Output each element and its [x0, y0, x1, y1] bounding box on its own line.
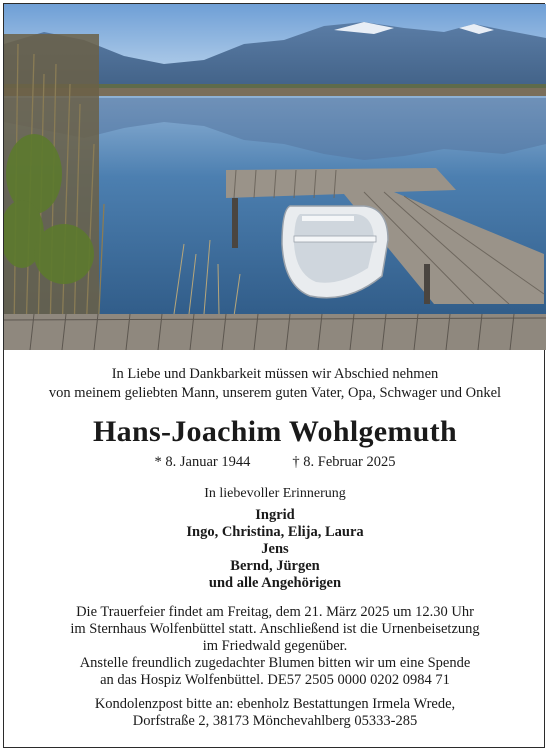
condolence-address [4, 696, 546, 730]
intro-text [4, 365, 546, 403]
service-line: im Sternhaus Wolfenbüttel statt. Anschließend ist die Urnenbeisetzung [70, 621, 480, 637]
birth-date: * 8. Januar 1944 [154, 454, 251, 470]
family-member: Ingrid [255, 507, 295, 523]
condolence-line: Dorfstraße 2, 38173 Mönchevahlberg 05333-285 [132, 713, 418, 729]
service-line: Die Trauerfeier findet am Freitag, dem 21. März 2025 um 12.30 Uhr [76, 604, 474, 620]
memory-line: In liebevoller Erinnerung [204, 486, 346, 501]
family-member: und alle Angehörigen [208, 575, 342, 591]
service-line: im Friedwald gegenüber. [202, 638, 348, 654]
lake-jetty-photo [4, 4, 546, 350]
service-info [4, 604, 546, 689]
family-member: Ingo, Christina, Elija, Laura [186, 524, 364, 540]
deceased-name: Hans-Joachim Wohlgemuth [93, 415, 457, 448]
intro-line: von meinem geliebten Mann, unserem guten Vater, Opa, Schwager und Onkel [48, 385, 502, 401]
family-list [4, 507, 546, 592]
intro-line: In Liebe und Dankbarkeit müssen wir Abschied nehmen [111, 366, 439, 382]
life-dates [4, 454, 546, 471]
family-member: Bernd, Jürgen [230, 558, 320, 574]
condolence-line: Kondolenzpost bitte an: ebenholz Bestattungen Irmela Wrede, [94, 696, 456, 712]
death-date: † 8. Februar 2025 [292, 454, 396, 470]
service-line: Anstelle freundlich zugedachter Blumen bitten wir um eine Spende [79, 655, 471, 671]
service-line: an das Hospiz Wolfenbüttel. DE57 2505 0000 0202 0984 71 [100, 672, 450, 688]
family-member: Jens [261, 541, 289, 557]
